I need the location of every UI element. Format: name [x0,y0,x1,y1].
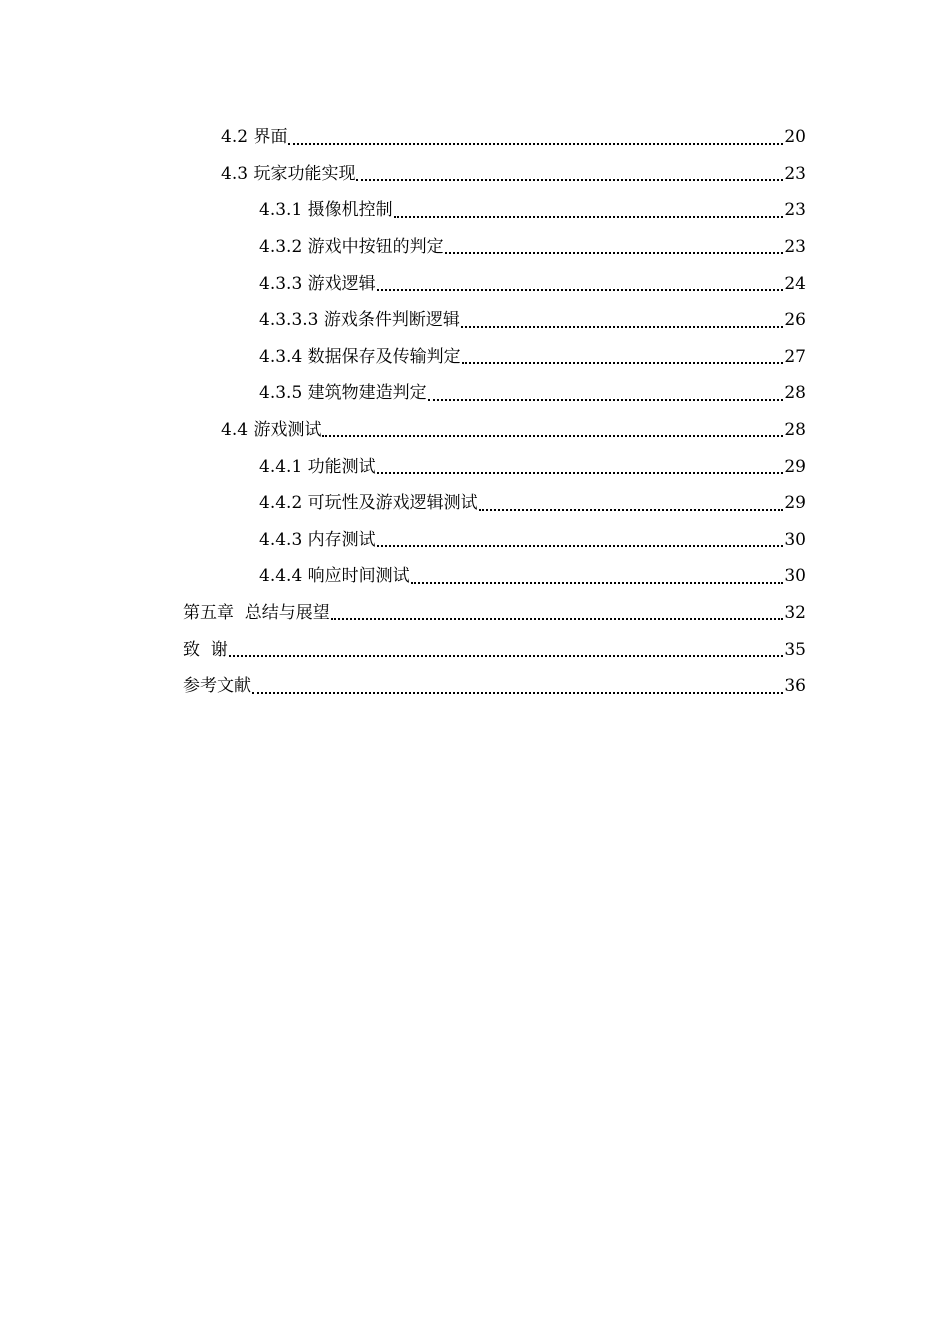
toc-dot-leader [288,143,783,145]
toc-entry-title: 4.3 玩家功能实现 [221,163,356,184]
toc-entry-title: 4.3.3 游戏逻辑 [259,273,376,294]
toc-entry-page: 20 [784,127,806,148]
toc-entry-page: 23 [784,237,806,258]
toc-entry-title: 4.3.5 建筑物建造判定 [259,383,427,404]
toc-entry-page: 23 [784,163,806,184]
toc-dot-leader [479,509,784,511]
toc-entry-page: 27 [784,346,806,367]
toc-entry-references[interactable] [183,668,806,705]
toc-dot-leader [377,472,784,474]
toc-dot-leader [356,179,783,181]
toc-entry-title: 第五章 总结与展望 [183,603,330,624]
toc-entry-title: 4.2 界面 [221,127,288,148]
toc-entry-4-3-4[interactable] [183,339,806,376]
toc-entry-page: 26 [784,310,806,331]
toc-entry-title: 4.3.4 数据保存及传输判定 [259,346,461,367]
toc-entry-title: 4.3.3.3 游戏条件判断逻辑 [259,310,460,331]
toc-entry-page: 28 [784,420,806,441]
toc-entry-title: 4.4.1 功能测试 [259,456,376,477]
toc-entry-4-3[interactable] [183,156,806,193]
toc-entry-title: 致 谢 [183,639,228,660]
toc-entry-4-3-5[interactable] [183,375,806,412]
toc-entry-4-3-3-3[interactable] [183,302,806,339]
toc-dot-leader [462,362,784,364]
toc-entry-page: 29 [784,456,806,477]
toc-dot-leader [394,216,784,218]
toc-dot-leader [377,289,784,291]
toc-entry-4-2[interactable] [183,119,806,156]
toc-entry-page: 35 [784,639,806,660]
toc-dot-leader [428,399,784,401]
toc-dot-leader [461,326,783,328]
toc-entry-page: 36 [784,676,806,697]
toc-entry-title: 参考文献 [183,676,251,697]
toc-entry-title: 4.3.1 摄像机控制 [259,200,393,221]
toc-entry-4-3-3[interactable] [183,265,806,302]
toc-dot-leader [331,618,784,620]
toc-entry-4-4[interactable] [183,412,806,449]
toc-entry-4-3-2[interactable] [183,229,806,266]
toc-dot-leader [252,692,783,694]
toc-entry-title: 4.4.4 响应时间测试 [259,566,410,587]
toc-entry-page: 30 [784,529,806,550]
toc-entry-title: 4.3.2 游戏中按钮的判定 [259,237,444,258]
toc-entry-page: 32 [784,603,806,624]
toc-entry-page: 28 [784,383,806,404]
toc-dot-leader [377,545,784,547]
table-of-contents [183,119,806,705]
toc-dot-leader [411,582,784,584]
toc-entry-page: 30 [784,566,806,587]
toc-dot-leader [445,252,784,254]
toc-entry-acknowledgements[interactable] [183,631,806,668]
toc-entry-4-4-1[interactable] [183,448,806,485]
toc-entry-4-4-4[interactable] [183,558,806,595]
toc-entry-page: 29 [784,493,806,514]
toc-entry-4-4-2[interactable] [183,485,806,522]
toc-entry-page: 23 [784,200,806,221]
toc-entry-title: 4.4.2 可玩性及游戏逻辑测试 [259,493,478,514]
toc-entry-title: 4.4 游戏测试 [221,420,322,441]
toc-entry-4-3-1[interactable] [183,192,806,229]
toc-dot-leader [229,655,784,657]
toc-entry-chapter-5[interactable] [183,595,806,632]
toc-entry-title: 4.4.3 内存测试 [259,529,376,550]
toc-entry-4-4-3[interactable] [183,522,806,559]
toc-dot-leader [322,435,783,437]
toc-entry-page: 24 [784,273,806,294]
